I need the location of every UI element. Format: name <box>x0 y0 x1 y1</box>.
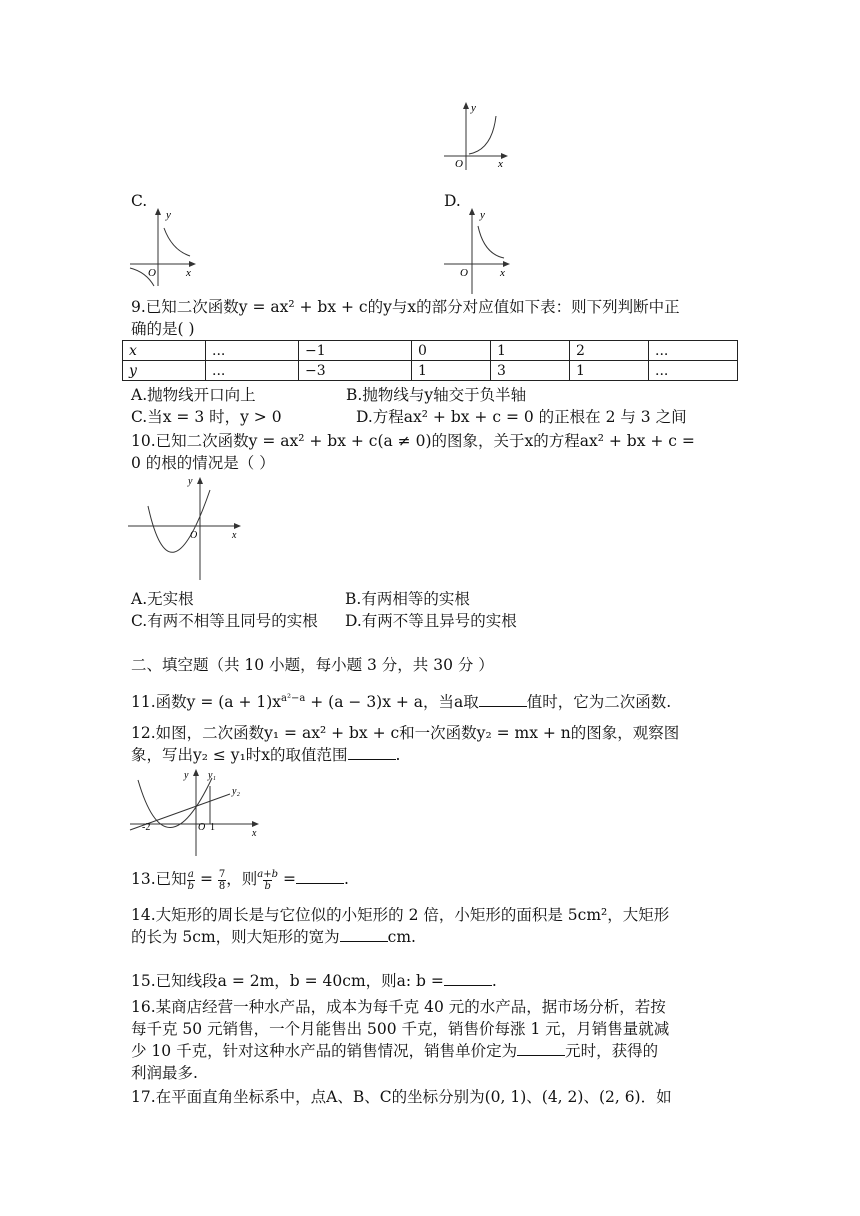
q9-option-a: A.抛物线开口向上 <box>131 386 256 404</box>
q9-stem-1: 9.已知二次函数y = ax² + bx + c的y与x的部分对应值如下表：则下列判断中正 <box>131 298 680 316</box>
table-cell: −1 <box>299 341 412 361</box>
table-cell: −3 <box>299 361 412 381</box>
q10-stem-1: 10.已知二次函数y = ax² + bx + c(a ≠ 0)的图象，关于x的方程ax² + bx + c = <box>131 432 695 450</box>
q13-pre: 13.已知 <box>131 870 187 888</box>
q16-line-4: 利润最多. <box>131 1064 198 1082</box>
option-d-label: D. <box>444 192 461 210</box>
q9-stem-2: 确的是( ) <box>131 320 195 338</box>
q10-option-c: C.有两不相等且同号的实根 <box>131 612 318 630</box>
table-cell: 2 <box>570 341 649 361</box>
q16-pre: 少 10 千克，针对这种水产品的销售情况，销售单价定为 <box>131 1042 518 1060</box>
q14-post: cm. <box>387 928 416 946</box>
numerator: a+b <box>257 868 279 880</box>
q11-pre: 11.函数y = (a + 1)x <box>131 693 282 712</box>
table-cell: ... <box>649 341 738 361</box>
q12-pre: 象，写出y₂ ≤ y₁时x的取值范围 <box>131 746 348 764</box>
q8-graph-d <box>442 206 512 296</box>
x-axis-label: x <box>186 267 191 279</box>
table-cell: y <box>123 361 206 381</box>
table-cell: 3 <box>491 361 570 381</box>
equals: = <box>278 870 296 888</box>
table-cell: 1 <box>570 361 649 381</box>
table-cell: 1 <box>412 361 491 381</box>
numerator: 7 <box>218 868 226 880</box>
y2-label: y₂ <box>232 786 240 797</box>
q17-line-1: 17.在平面直角坐标系中，点A、B、C的坐标分别为(0, 1)、(4, 2)、(2, 6)．如 <box>131 1088 672 1106</box>
y-axis-label: y <box>184 770 189 781</box>
answer-blank <box>296 869 344 884</box>
q10-graph <box>126 474 246 584</box>
q9-option-b: B.抛物线与y轴交于负半轴 <box>346 386 527 404</box>
q13-mid: ，则 <box>226 870 258 888</box>
q15-post: . <box>491 972 497 990</box>
q16-post: 元时，获得的 <box>565 1042 659 1060</box>
table-cell: ... <box>206 341 299 361</box>
q11-post: 值时，它为二次函数. <box>526 693 672 712</box>
table-cell: ... <box>649 361 738 381</box>
q11-mid: + (a − 3)x + a，当a取 <box>305 693 479 712</box>
q10-stem-2: 0 的根的情况是（ ） <box>131 454 275 472</box>
q9-value-table <box>122 340 738 381</box>
origin-label: O <box>455 158 463 170</box>
q14-line-2 <box>131 926 416 948</box>
fraction <box>257 869 278 892</box>
origin-label: O <box>460 267 468 279</box>
q12-post: . <box>395 746 401 764</box>
q16-line-2: 每千克 50 元销售，一个月能售出 500 千克，销售价每涨 1 元，月销售量就减 <box>131 1020 670 1038</box>
q15-line <box>131 970 497 992</box>
q8-graph-top <box>440 100 510 172</box>
numerator: a <box>187 868 194 880</box>
table-row <box>123 361 738 381</box>
tick-label: 1 <box>210 822 215 833</box>
q8-graph-c <box>128 206 198 288</box>
y-axis-label: y <box>188 476 193 487</box>
answer-blank <box>517 1041 565 1056</box>
origin-label: O <box>190 530 198 541</box>
fraction <box>187 869 195 892</box>
q12-graph <box>128 766 268 860</box>
answer-blank <box>479 692 527 707</box>
denominator: b <box>264 880 271 892</box>
x-axis-label: x <box>498 158 503 170</box>
y-axis-label: y <box>166 209 171 221</box>
option-c-label: C. <box>131 192 148 210</box>
answer-blank <box>348 745 396 760</box>
q16-line-1: 16.某商店经营一种水产品，成本为每千克 40 元的水产品，据市场分析，若按 <box>131 998 666 1016</box>
x-axis-label: x <box>232 530 237 541</box>
y-axis-label: y <box>480 209 485 221</box>
x-axis-label: x <box>252 828 257 839</box>
x-axis-label: x <box>500 267 505 279</box>
q13-line <box>131 866 349 892</box>
table-cell: 1 <box>491 341 570 361</box>
table-cell: x <box>123 341 206 361</box>
y-axis-label: y <box>471 102 476 114</box>
y1-label: y₁ <box>208 770 216 781</box>
origin-label: O <box>148 267 156 279</box>
q10-option-b: B.有两相等的实根 <box>345 590 470 608</box>
q14-pre: 的长为 5cm，则大矩形的宽为 <box>131 928 340 946</box>
period: . <box>343 870 349 888</box>
q16-line-3 <box>131 1040 658 1062</box>
section-title: 二、填空题（共 10 小题，每小题 3 分，共 30 分 ） <box>131 656 494 674</box>
answer-blank <box>340 927 388 942</box>
q10-option-a: A.无实根 <box>131 590 194 608</box>
table-cell: 0 <box>412 341 491 361</box>
table-row <box>123 341 738 361</box>
answer-blank <box>444 971 492 986</box>
q11-exponent: a²−a <box>281 693 306 704</box>
q12-line-2 <box>131 744 400 766</box>
q15-pre: 15.已知线段a = 2m，b = 40cm，则a: b = <box>131 972 444 990</box>
equals: = <box>195 870 218 888</box>
q12-line-1: 12.如图，二次函数y₁ = ax² + bx + c和一次函数y₂ = mx + n的图象，观察图 <box>131 724 680 742</box>
table-cell: ... <box>206 361 299 381</box>
origin-label: O <box>198 822 206 833</box>
q9-option-d: D.方程ax² + bx + c = 0 的正根在 2 与 3 之间 <box>356 408 687 426</box>
tick-label: -2 <box>142 822 151 833</box>
q11-line <box>131 688 671 713</box>
q14-line-1: 14.大矩形的周长是与它位似的小矩形的 2 倍，小矩形的面积是 5cm²，大矩形 <box>131 906 670 924</box>
denominator: b <box>187 880 195 892</box>
q9-option-c: C.当x = 3 时，y > 0 <box>131 408 282 426</box>
denominator: 8 <box>218 880 226 892</box>
q10-option-d: D.有两不等且异号的实根 <box>345 612 517 630</box>
